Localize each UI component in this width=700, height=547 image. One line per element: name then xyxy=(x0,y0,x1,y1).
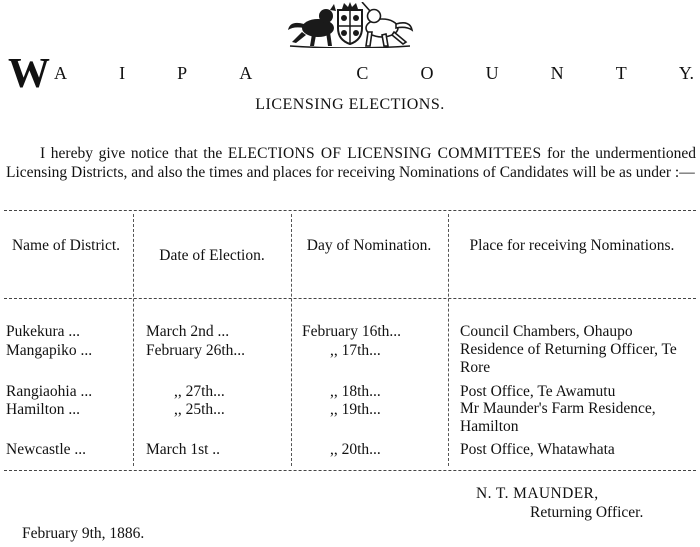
subheading: LICENSING ELECTIONS. xyxy=(255,96,445,113)
table-cell-district: Mangapiko ... xyxy=(6,342,93,359)
column-divider xyxy=(448,214,449,466)
table-header-rule xyxy=(4,298,696,299)
county-letter: O xyxy=(420,63,434,83)
header-district: Name of District. xyxy=(11,237,121,254)
county-letter: Y. xyxy=(678,63,694,83)
table-cell-day: ,, 20th... xyxy=(330,441,381,458)
table-cell-place: Post Office, Whatawhata xyxy=(460,441,615,458)
table-cell-place: Mr Maunder's Farm Residence, Hamilton xyxy=(460,400,656,435)
county-letter: N xyxy=(550,63,564,83)
table-cell-place: Council Chambers, Ohaupo xyxy=(460,323,633,340)
county-letter: C xyxy=(356,63,369,83)
county-letter: A xyxy=(239,63,253,83)
county-heading xyxy=(8,52,698,96)
table-cell-day: ,, 19th... xyxy=(330,401,381,418)
table-cell-district: Newcastle ... xyxy=(6,441,87,458)
table-bottom-rule xyxy=(4,470,696,471)
notice-rest: for the undermentioned Licensing Districts, and also the times and places for receiving Nominations of Candidates will be as under :— xyxy=(6,145,696,181)
signature-title: Returning Officer. xyxy=(530,504,644,521)
table-cell-district: Hamilton ... xyxy=(6,401,81,418)
table-cell-day: ,, 18th... xyxy=(330,383,381,400)
table-top-rule xyxy=(4,210,696,211)
signature-name: N. T. MAUNDER, xyxy=(476,485,599,502)
header-date: Date of Election. xyxy=(159,247,265,264)
coat-of-arms-icon xyxy=(282,2,418,48)
header-day: Day of Nomination. xyxy=(306,237,432,254)
county-initial: W xyxy=(8,51,50,97)
county-letter: U xyxy=(485,63,499,83)
county-letter: I xyxy=(119,63,126,83)
table-cell-date: March 1st .. xyxy=(146,441,221,458)
table-cell-day: February 16th... xyxy=(302,323,402,340)
table-cell-district: Pukekura ... xyxy=(6,323,81,340)
table-cell-place: Post Office, Te Awamutu xyxy=(460,383,616,400)
table-cell-date: March 2nd ... xyxy=(146,323,230,340)
county-letter: A xyxy=(54,63,67,83)
notice-caps: ELECTIONS OF LICENSING COMMITTEES xyxy=(227,145,542,162)
county-letter: P xyxy=(177,63,188,83)
column-divider xyxy=(133,214,134,466)
table-cell-date: February 26th... xyxy=(146,342,246,359)
elections-table xyxy=(0,210,700,472)
table-cell-district: Rangiaohia ... xyxy=(6,383,93,400)
table-cell-date: ,, 27th... xyxy=(174,383,225,400)
header-place: Place for receiving Nominations. xyxy=(469,237,675,254)
table-cell-day: ,, 17th... xyxy=(330,342,381,359)
notice-lead: I hereby give notice that the xyxy=(40,145,228,162)
county-letter: T xyxy=(615,63,627,83)
table-cell-place: Residence of Returning Officer, Te Rore xyxy=(460,341,677,376)
date-line: February 9th, 1886. xyxy=(22,525,145,542)
column-divider xyxy=(291,214,292,466)
table-cell-date: ,, 25th... xyxy=(174,401,225,418)
notice-paragraph xyxy=(6,144,696,182)
